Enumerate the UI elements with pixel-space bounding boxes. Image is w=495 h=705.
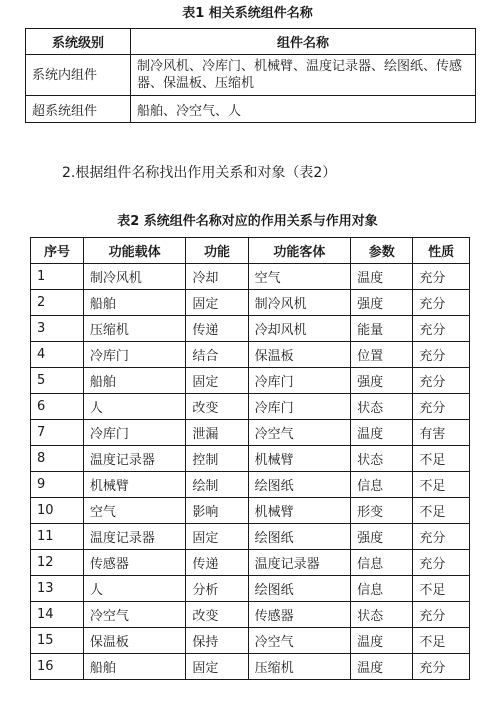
function-cell: 泄漏 [186,420,248,446]
table2-row [31,420,470,446]
row-no-cell: 14 [31,602,84,628]
parameter-cell: 状态 [351,602,413,628]
table1-header-components: 组件名称 [131,29,476,55]
table2-caption: 表2 系统组件名称对应的作用关系与作用对象 [117,214,378,229]
carrier-cell: 温度记录器 [83,446,185,472]
nature-cell: 充分 [413,290,470,316]
row-no-cell: 12 [31,550,84,576]
parameter-cell: 温度 [351,420,413,446]
object-cell: 冷库门 [248,394,350,420]
nature-cell: 充分 [413,524,470,550]
object-cell: 冷却风机 [248,316,350,342]
nature-cell: 充分 [413,602,470,628]
table2-row [31,342,470,368]
function-cell: 固定 [186,368,248,394]
object-cell: 传感器 [248,602,350,628]
function-cell: 绘制 [186,472,248,498]
object-cell: 机械臂 [248,498,350,524]
row-no-cell: 1 [31,264,84,290]
object-cell: 温度记录器 [248,550,350,576]
carrier-cell: 传感器 [83,550,185,576]
nature-cell: 不足 [413,446,470,472]
carrier-cell: 冷库门 [83,420,185,446]
object-cell: 绘图纸 [248,472,350,498]
system-components-table [25,28,476,123]
parameter-cell: 状态 [351,446,413,472]
table2-header-nature: 性质 [413,238,470,264]
table1-row-inner [26,55,476,96]
carrier-cell: 空气 [83,498,185,524]
row-no-cell: 15 [31,628,84,654]
row-no-cell: 11 [31,524,84,550]
table1-row-super [26,96,476,123]
table1-level-cell: 超系统组件 [26,96,131,123]
carrier-cell: 机械臂 [83,472,185,498]
function-cell: 固定 [186,524,248,550]
table2-header-parameter: 参数 [351,238,413,264]
function-cell: 影响 [186,498,248,524]
row-no-cell: 3 [31,316,84,342]
function-cell: 冷却 [186,264,248,290]
table2-header-carrier: 功能载体 [83,238,185,264]
parameter-cell: 温度 [351,264,413,290]
table2-row [31,654,470,680]
carrier-cell: 冷库门 [83,342,185,368]
parameter-cell: 温度 [351,654,413,680]
parameter-cell: 能量 [351,316,413,342]
table1-components-cell: 船舶、冷空气、人 [131,96,476,123]
nature-cell: 充分 [413,368,470,394]
table2-row [31,446,470,472]
nature-cell: 充分 [413,654,470,680]
nature-cell: 有害 [413,420,470,446]
carrier-cell: 人 [83,576,185,602]
table2-row [31,576,470,602]
object-cell: 压缩机 [248,654,350,680]
row-no-cell: 2 [31,290,84,316]
nature-cell: 不足 [413,628,470,654]
nature-cell: 充分 [413,550,470,576]
table2-row [31,628,470,654]
nature-cell: 不足 [413,576,470,602]
parameter-cell: 强度 [351,290,413,316]
table2-header-object: 功能客体 [248,238,350,264]
table2-row [31,472,470,498]
row-no-cell: 10 [31,498,84,524]
object-cell: 保温板 [248,342,350,368]
table1-header-level: 系统级别 [26,29,131,55]
parameter-cell: 信息 [351,472,413,498]
table2-row [31,524,470,550]
row-no-cell: 5 [31,368,84,394]
parameter-cell: 强度 [351,524,413,550]
table1-level-cell: 系统内组件 [26,55,131,96]
row-no-cell: 4 [31,342,84,368]
parameter-cell: 信息 [351,550,413,576]
parameter-cell: 温度 [351,628,413,654]
table2-row [31,498,470,524]
carrier-cell: 保温板 [83,628,185,654]
table2-header-no: 序号 [31,238,84,264]
function-cell: 控制 [186,446,248,472]
object-cell: 冷库门 [248,368,350,394]
table2-row [31,602,470,628]
object-cell: 冷空气 [248,628,350,654]
nature-cell: 不足 [413,472,470,498]
nature-cell: 充分 [413,342,470,368]
parameter-cell: 形变 [351,498,413,524]
carrier-cell: 温度记录器 [83,524,185,550]
object-cell: 机械臂 [248,446,350,472]
function-cell: 改变 [186,394,248,420]
row-no-cell: 7 [31,420,84,446]
row-no-cell: 13 [31,576,84,602]
object-cell: 制冷风机 [248,290,350,316]
parameter-cell: 状态 [351,394,413,420]
object-cell: 空气 [248,264,350,290]
carrier-cell: 船舶 [83,290,185,316]
table2-row [31,290,470,316]
table2-row [31,316,470,342]
function-cell: 结合 [186,342,248,368]
carrier-cell: 人 [83,394,185,420]
nature-cell: 不足 [413,498,470,524]
carrier-cell: 压缩机 [83,316,185,342]
table1-caption: 表1 相关系统组件名称 [182,6,313,21]
function-relations-table [30,237,470,680]
parameter-cell: 强度 [351,368,413,394]
function-cell: 固定 [186,654,248,680]
nature-cell: 充分 [413,316,470,342]
row-no-cell: 6 [31,394,84,420]
function-cell: 改变 [186,602,248,628]
table2-row [31,264,470,290]
parameter-cell: 信息 [351,576,413,602]
table2-header-row [31,238,470,264]
function-cell: 固定 [186,290,248,316]
carrier-cell: 制冷风机 [83,264,185,290]
function-cell: 传递 [186,550,248,576]
table1-components-cell: 制冷风机、冷库门、机械臂、温度记录器、绘图纸、传感器、保温板、压缩机 [131,55,476,96]
row-no-cell: 16 [31,654,84,680]
table1-header-row [26,29,476,55]
nature-cell: 充分 [413,394,470,420]
carrier-cell: 船舶 [83,654,185,680]
nature-cell: 充分 [413,264,470,290]
carrier-cell: 船舶 [83,368,185,394]
object-cell: 冷空气 [248,420,350,446]
table2-row [31,550,470,576]
table2-row [31,368,470,394]
function-cell: 分析 [186,576,248,602]
carrier-cell: 冷空气 [83,602,185,628]
function-cell: 保持 [186,628,248,654]
row-no-cell: 8 [31,446,84,472]
parameter-cell: 位置 [351,342,413,368]
object-cell: 绘图纸 [248,524,350,550]
table2-header-function: 功能 [186,238,248,264]
object-cell: 绘图纸 [248,576,350,602]
table2-row [31,394,470,420]
section-heading: 2.根据组件名称找出作用关系和对象（表2） [62,165,337,181]
function-cell: 传递 [186,316,248,342]
row-no-cell: 9 [31,472,84,498]
